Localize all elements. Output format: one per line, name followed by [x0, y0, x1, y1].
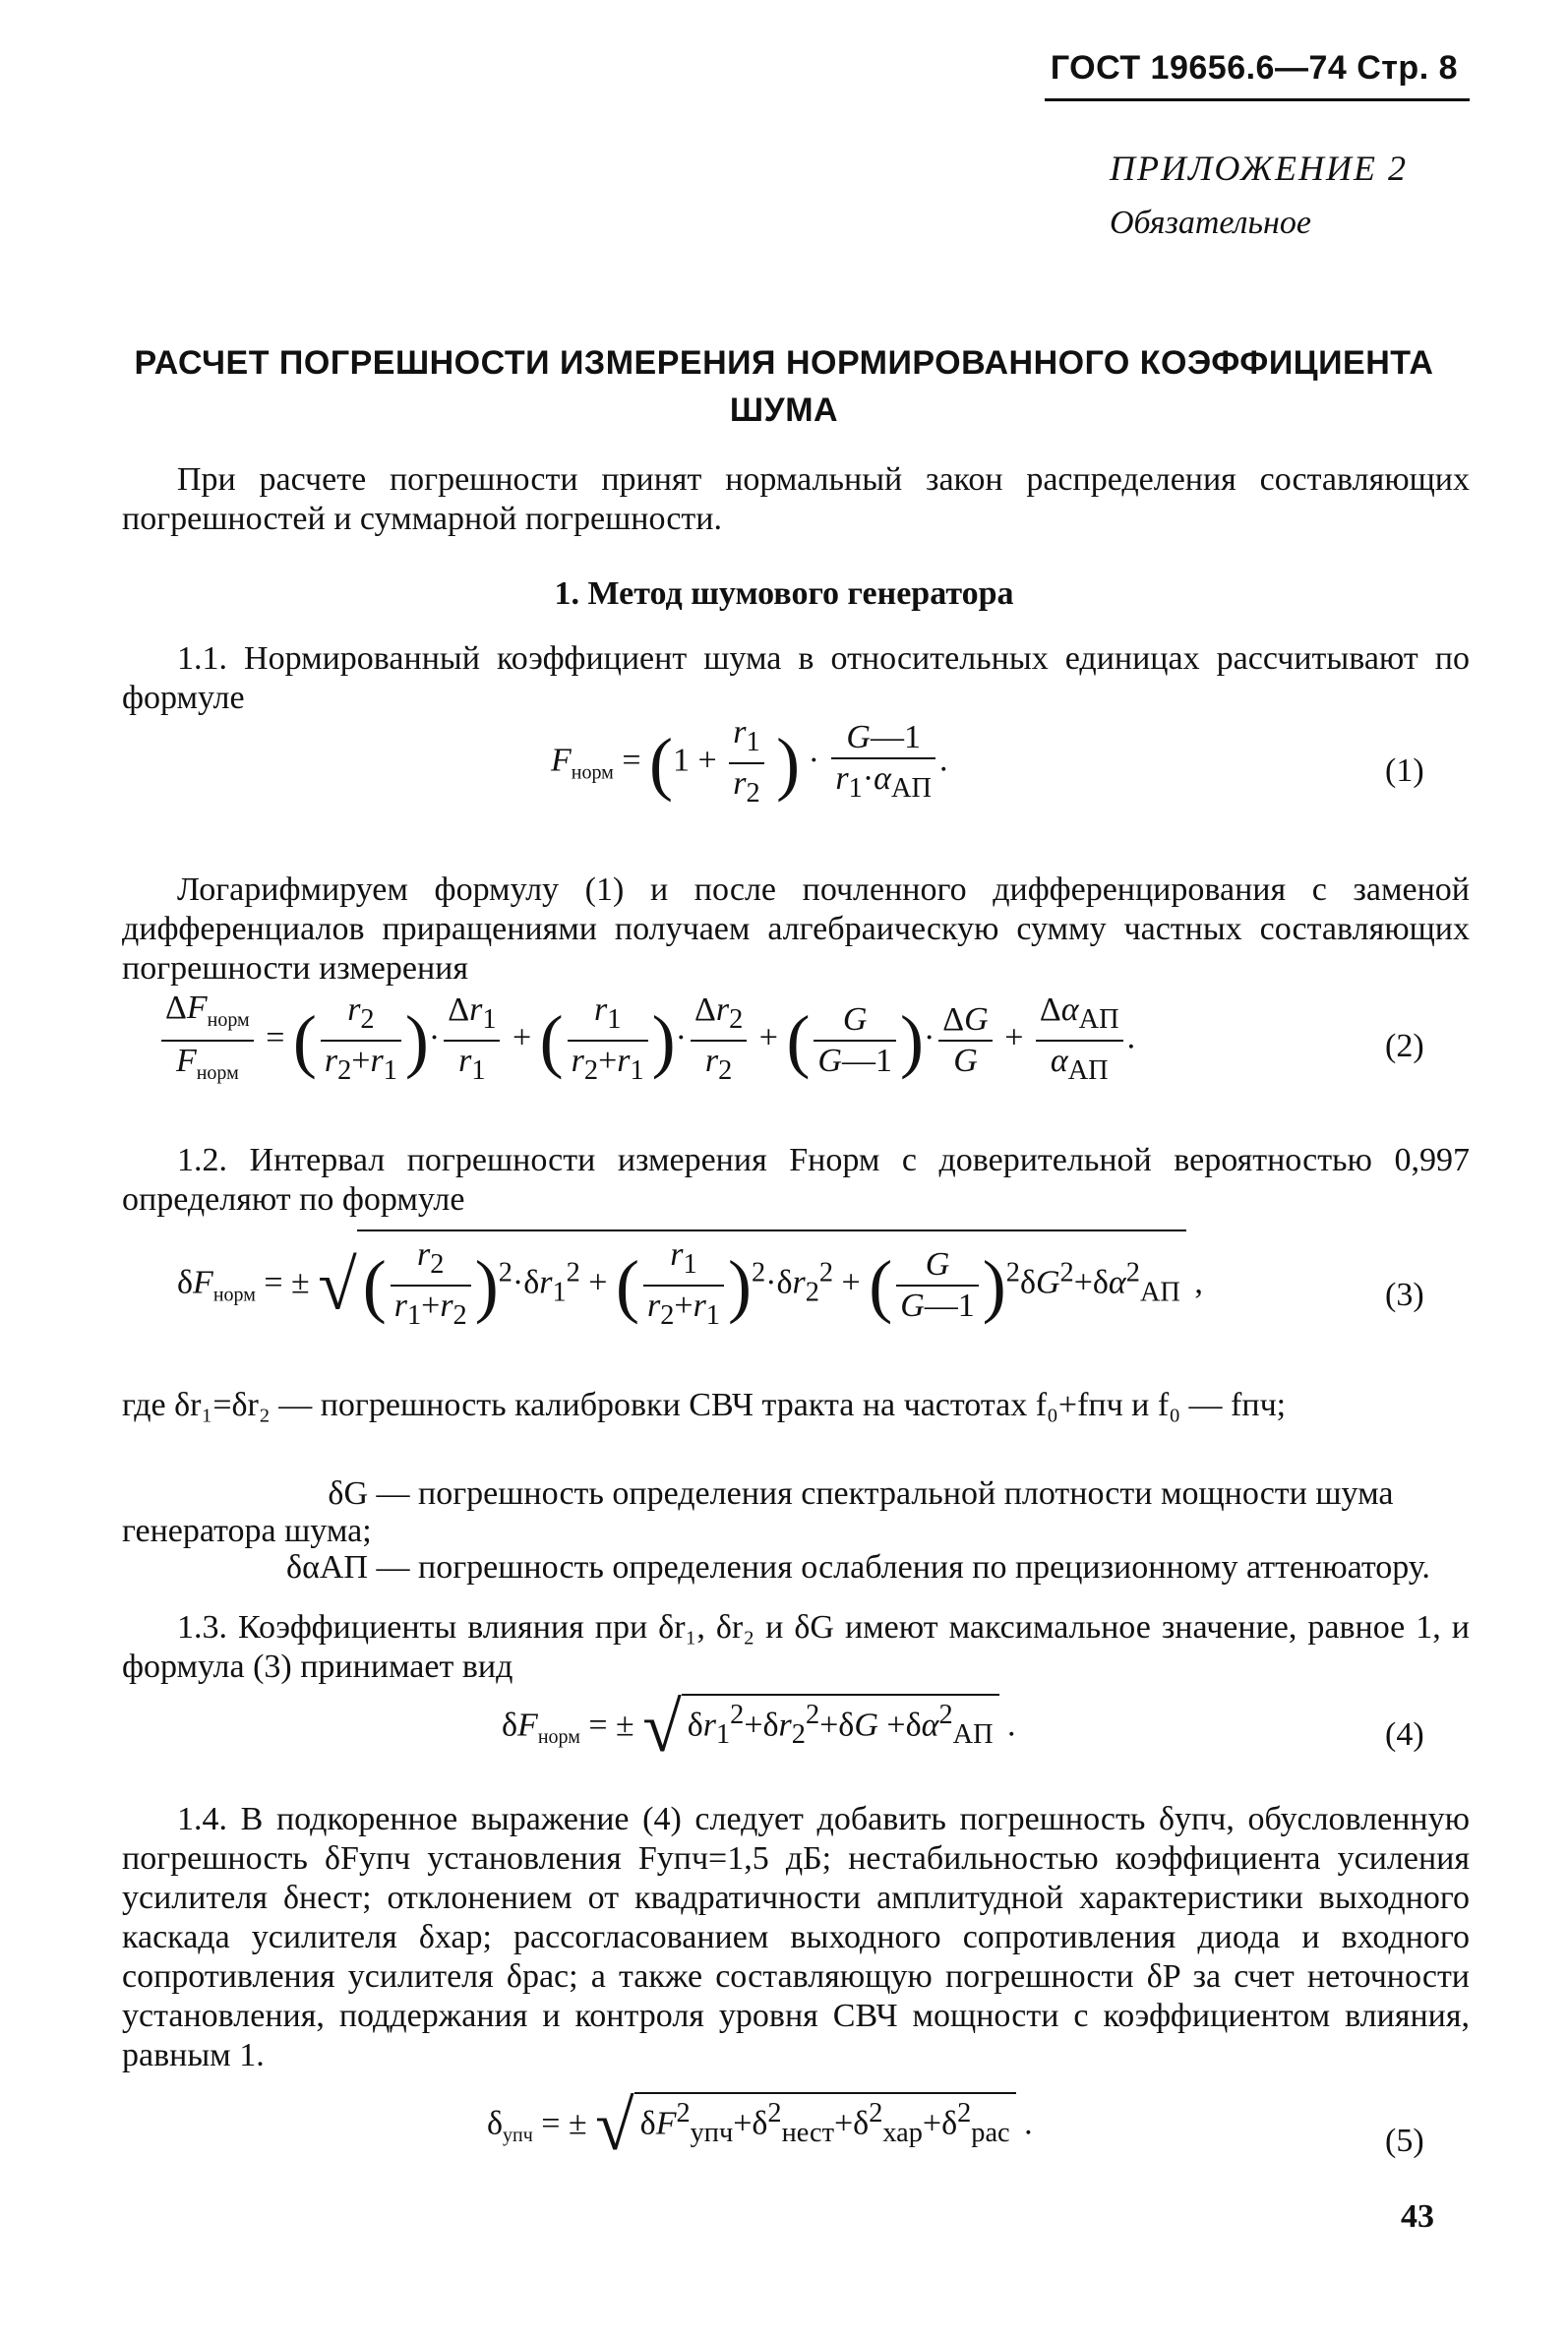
intro-paragraph [122, 460, 1470, 539]
where-desc: — погрешность калибровки СВЧ тракта на частотах f₀+fпч и f₀ — fпч; [278, 1387, 1287, 1423]
where-term: δG [328, 1475, 368, 1512]
equation-5-number: (5) [1385, 2123, 1424, 2159]
intro-text: При расчете погрешности принят нормальный закон распределения составляющих погрешностей и суммарной погрешности. [122, 461, 1470, 537]
where-term: δαАП [286, 1549, 368, 1586]
equation-2: $\frac{\Delta F_{норм}}{F_{норм}}$ = ( $\frac{r_2}{r_2+r_1}$ )· $\frac{\Delta r_1}{r_1}$ + ( $\frac{r_1}{r_2+r_1}$ )· $\frac{\Delta r_2}{r_2}$ + ( $\frac{G}{G—1}$ )· $\frac{\Delta G}{G}$ + $\frac{\Delta\alpha_{АП}}{\alpha_{АП}}$ . [157, 989, 1135, 1093]
document-title: РАСЧЕТ ПОГРЕШНОСТИ ИЗМЕРЕНИЯ НОРМИРОВАННОГО КОЭФФИЦИЕНТА ШУМА [134, 344, 1434, 429]
where-desc: — погрешность определения ослабления по прецизионному аттенюатору. [376, 1549, 1430, 1586]
equation-3: $\delta F_{норм}$ = ± √( $\frac{r_2}{r_1+r_2}$ )$^2\cdot\delta r_1^2$ + ( $\frac{r_1}{r_2+r_1}$ )$^2\cdot\delta r_2^2$ + ( $\frac{G}{G—1}$ )$^2\delta G^2+\delta\alpha^2_{АП}$ , [177, 1229, 1203, 1336]
page-number: 43 [1401, 2198, 1434, 2235]
where-term: δr₁=δr₂ [174, 1387, 271, 1423]
paragraph-1-1-text: 1.1. Нормированный коэффициент шума в относительных единицах рассчитывают по формуле [122, 640, 1470, 716]
equation-2-number: (2) [1385, 1028, 1424, 1064]
equation-5: $\delta_{упч}$ = ± √ $\delta F^2_{упч}+\delta^2_{нест}+\delta^2_{хар}+\delta^2_{рас}$ . [487, 2086, 1033, 2165]
where-item-2 [122, 1475, 1470, 1550]
paragraph-1-1 [122, 639, 1470, 718]
where-item-3 [122, 1549, 1470, 1587]
equation-3-number: (3) [1385, 1277, 1424, 1313]
equation-4-number: (4) [1385, 1716, 1424, 1753]
equation-4: $\delta F_{норм}$ = ± √ $\delta r_1^2+\delta r_2^2+\delta G +\delta\alpha^2_{АП}$ . [502, 1688, 1016, 1767]
equation-1-number: (1) [1385, 752, 1424, 789]
paragraph-1-3-text: 1.3. Коэффициенты влияния при δr₁, δr₂ и δG имеют максимальное значение, равное 1, и формула (3) принимает вид [122, 1609, 1470, 1685]
paragraph-log [122, 870, 1470, 989]
equation-1: $F_{норм} = (1$ + $\frac{r_1}{r_2}$ ) · $\frac{G—1}{r_1\cdot\alpha_{АП}}$ . [551, 714, 948, 809]
paragraph-log-text: Логарифмируем формулу (1) и после почленного дифференцирования с заменой дифференциалов приращениями получаем алгебраическую сумму частных составляющих погрешности измерения [122, 871, 1470, 987]
paragraph-1-4-text: 1.4. В подкоренное выражение (4) следует добавить погрешность δупч, обусловленную погрешность δFупч установления Fупч=1,5 дБ; нестабильностью коэффициента усиления усилителя δнест; отклонением от квадратичности амплитудной характеристики выходного каскада усилителя δхар; рассогласованием выходного сопротивления диода и входного сопротивления усилителя δрас; а также составляющую погрешности δP за счет неточности установления, поддержания и контроля уровня СВЧ мощности с коэффициентом влияния, равным 1. [122, 1801, 1470, 2073]
paragraph-1-4 [122, 1800, 1470, 2075]
page-header: ГОСТ 19656.6—74 Стр. 8 [1050, 49, 1458, 87]
paragraph-1-3 [122, 1608, 1470, 1687]
section-heading: 1. Метод шумового генератора [554, 575, 1014, 612]
where-desc: — погрешность определения спектральной плотности мощности шума генератора шума; [122, 1475, 1394, 1549]
paragraph-1-2 [122, 1141, 1470, 1220]
where-prefix: где [122, 1387, 166, 1423]
header-rule [1045, 98, 1470, 101]
where-item-1 [122, 1387, 1470, 1424]
paragraph-1-2-text: 1.2. Интервал погрешности измерения Fнорм с доверительной вероятностью 0,997 определяют по формуле [122, 1142, 1470, 1218]
appendix-label: ПРИЛОЖЕНИЕ 2 [1110, 149, 1408, 188]
appendix-status: Обязательное [1110, 205, 1311, 241]
